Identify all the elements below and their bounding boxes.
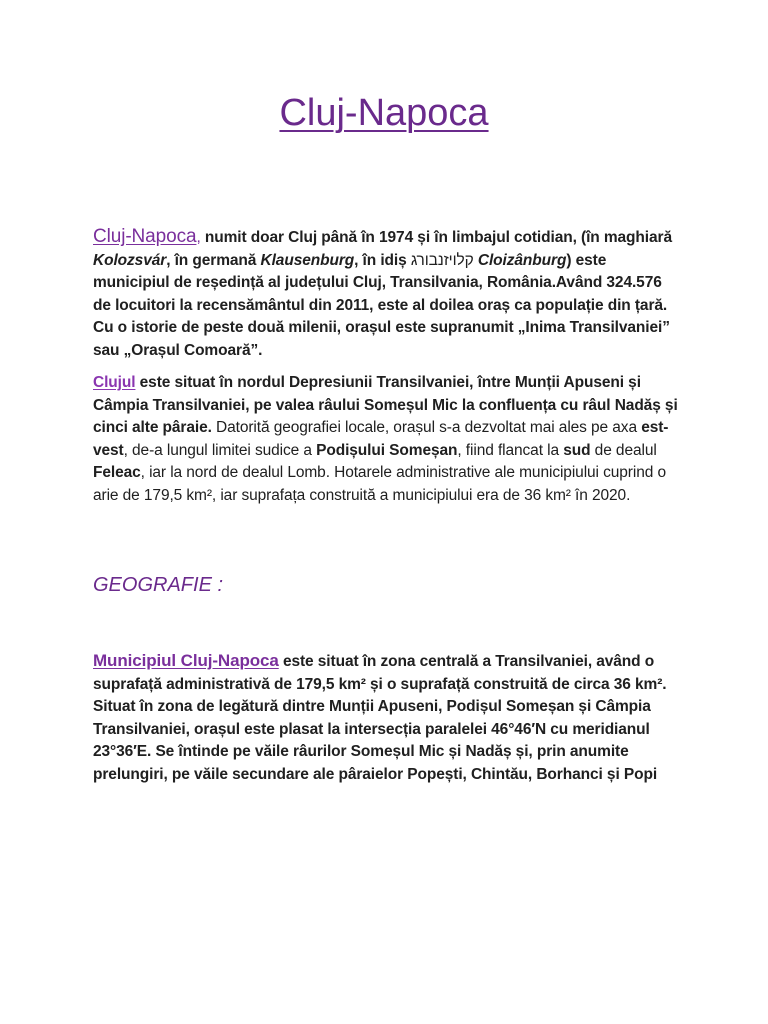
intro-paragraph bbox=[93, 226, 683, 363]
location-text-2: Datorită geografiei locale, orașul s-a dezvoltat mai ales pe axa bbox=[211, 419, 642, 437]
intro-link-cluj-napoca[interactable]: Cluj-Napoca bbox=[93, 226, 197, 247]
location-text-6: , iar la nord de dealul Lomb. Hotarele administrative ale municipiului cuprind o arie de 179,5 km², iar suprafața construită a municipiului era de 36 km² în 2020. bbox=[93, 464, 666, 504]
location-text-3: , de-a lungul limitei sudice a bbox=[123, 441, 317, 459]
location-bold-podis: Podișului Someșan bbox=[316, 441, 458, 459]
intro-italic-kolozsvar: Kolozsvár bbox=[93, 251, 167, 269]
location-text-1: este situat în nordul Depresiunii Transilvaniei, între Munții Apuseni și Câmpia Transilvaniei, pe valea râului Someșul Mic la confluența cu râul Nadăș și cinci alte pâraie. bbox=[93, 374, 678, 437]
intro-hebrew-name: קלויזנבורג bbox=[410, 251, 474, 269]
location-link-clujul[interactable]: Clujul bbox=[93, 374, 136, 391]
intro-text-1: numit doar Cluj până în 1974 și în limbajul cotidian, (în maghiară bbox=[200, 229, 672, 246]
page-title[interactable]: Cluj-Napoca bbox=[279, 92, 489, 134]
location-paragraph bbox=[93, 372, 683, 508]
geography-text-1: este situat în zona centrală a Transilvaniei, având o suprafață administrativă de 179,5 km² și o suprafață construită de circa 36 km². Situat în zona de legătură dintre Munții Apuseni, Podișul Someșan și Câmpia Transilvaniei, orașul este plasat la intersecția paralelei 46°46′N cu meridianul 23°36′E. Se întinde pe văile râurilor Someșul Mic și Nadăș și, prin anumite prelungiri, pe văile secundare ale pâraielor Popești, Chintău, Borhanci și Popi bbox=[93, 653, 667, 783]
section-heading-geografie: GEOGRAFIE : bbox=[93, 574, 224, 596]
location-text-5: de dealul bbox=[590, 441, 657, 459]
intro-text-3: , în idiș bbox=[354, 251, 411, 269]
location-bold-feleac: Feleac bbox=[93, 464, 141, 482]
location-text-4: , fiind flancat la bbox=[457, 441, 564, 459]
intro-text-2: , în germană bbox=[166, 251, 261, 269]
intro-italic-cloizanburg: Cloizânburg bbox=[477, 251, 567, 269]
intro-italic-klausenburg: Klausenburg bbox=[260, 251, 355, 269]
intro-comma: , bbox=[196, 229, 201, 246]
intro-text-5: ) este municipiul de reședință al județului Cluj, Transilvania, România.Având 324.576 de locuitori la recensământul din 2011, este al doilea oraș ca populație din țară. Cu o istorie de peste două milenii, orașul este supranumit „Inima Transilvaniei” sau „Orașul Comoară”. bbox=[93, 251, 670, 359]
geography-paragraph bbox=[93, 650, 683, 787]
location-bold-est-vest: est-vest bbox=[93, 419, 669, 459]
geography-link-municipiul[interactable]: Municipiul Cluj-Napoca bbox=[93, 651, 279, 670]
location-bold-sud: sud bbox=[563, 441, 591, 459]
